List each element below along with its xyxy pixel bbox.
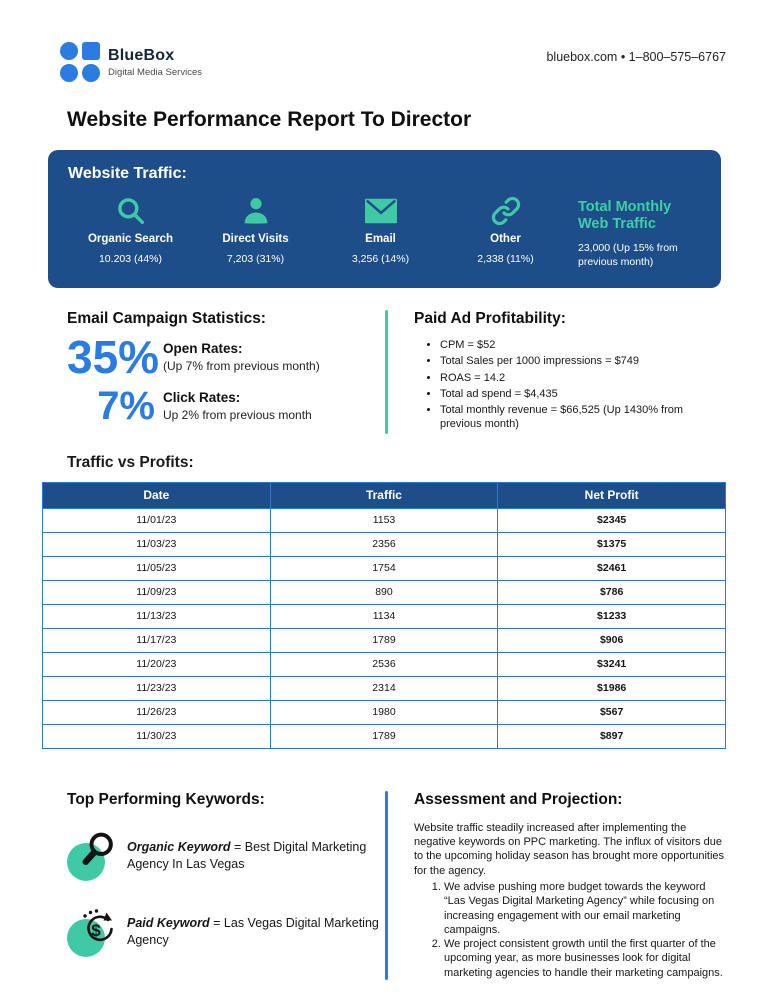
logo-square-icon xyxy=(82,42,100,60)
cell-net-profit: $2461 xyxy=(498,556,726,580)
email-campaign-stats xyxy=(67,310,385,434)
traffic-table-heading: Traffic vs Profits: xyxy=(67,453,194,471)
open-rate-note: (Up 7% from previous month) xyxy=(163,359,320,373)
website-traffic-heading: Website Traffic: xyxy=(68,165,187,182)
channel-value: 7,203 (31%) xyxy=(226,253,285,265)
brand-text xyxy=(108,47,202,78)
paid-ad-bullet: • Total ad spend = $4,435 xyxy=(440,387,726,401)
total-monthly-traffic xyxy=(578,193,701,270)
bluebox-logo-icon xyxy=(60,42,100,82)
paid-ad-bullet: • Total Sales per 1000 impressions = $749 xyxy=(440,354,726,368)
cell-traffic: 2536 xyxy=(270,652,498,676)
cell-date: 11/13/23 xyxy=(43,604,271,628)
cell-date: 11/09/23 xyxy=(43,580,271,604)
organic-keyword-icon xyxy=(67,831,117,881)
cell-traffic: 1134 xyxy=(270,604,498,628)
paid-ad-bullet: • ROAS = 14.2 xyxy=(440,371,726,385)
cell-net-profit: $567 xyxy=(498,700,726,724)
person-icon xyxy=(193,193,318,229)
cell-traffic: 1789 xyxy=(270,724,498,748)
channel-email xyxy=(318,193,443,270)
open-rate-metric xyxy=(67,331,385,383)
click-rate-note: Up 2% from previous month xyxy=(163,408,312,422)
top-performing-keywords xyxy=(67,791,385,980)
svg-text:$: $ xyxy=(91,920,101,940)
stats-section xyxy=(67,310,726,434)
keyword-term: Organic Keyword xyxy=(127,839,231,854)
keyword-term: Paid Keyword xyxy=(127,915,210,930)
cell-traffic: 890 xyxy=(270,580,498,604)
cell-traffic: 2356 xyxy=(270,532,498,556)
table-row xyxy=(43,628,726,652)
cell-net-profit: $1233 xyxy=(498,604,726,628)
channel-label: Other xyxy=(490,233,521,245)
channel-other xyxy=(443,193,568,270)
contact-info: bluebox.com • 1–800–575–6767 xyxy=(546,50,726,64)
channel-value: 2,338 (11%) xyxy=(477,253,534,265)
cell-traffic: 1754 xyxy=(270,556,498,580)
paid-keyword-item xyxy=(67,907,385,957)
cell-net-profit: $3241 xyxy=(498,652,726,676)
cell-net-profit: $1986 xyxy=(498,676,726,700)
click-rate-metric xyxy=(67,386,385,426)
table-row xyxy=(43,580,726,604)
assessment-point: 2. We project consistent growth until the first quarter of the upcoming year, as more businesses look for digital marketing agencies to handle their marketing campaigns. xyxy=(444,937,726,980)
table-row xyxy=(43,604,726,628)
assessment-intro: Website traffic steadily increased after implementing the negative keywords on PPC marketing. The influx of visitors due to the upcoming holiday season has brought more opportunities for the agency. xyxy=(414,821,725,877)
envelope-icon xyxy=(318,193,443,229)
cell-net-profit: $2345 xyxy=(498,508,726,532)
keyword-definition: = Las Vegas Digital Marketing Agency xyxy=(127,915,379,948)
brand-tagline: Digital Media Services xyxy=(108,66,202,78)
channel-label: Direct Visits xyxy=(222,233,289,245)
cell-date: 11/23/23 xyxy=(43,676,271,700)
bottom-section xyxy=(67,791,726,980)
open-rate-value: 35% xyxy=(67,331,160,383)
channel-label: Organic Search xyxy=(87,233,173,245)
paid-ad-bullet: • Total monthly revenue = $66,525 (Up 1430% from previous month) xyxy=(440,403,726,432)
search-icon xyxy=(68,193,193,229)
cell-net-profit: $906 xyxy=(498,628,726,652)
traffic-profits-table xyxy=(42,482,726,749)
channel-direct-visits xyxy=(193,193,318,270)
assessment-point: 1. We advise pushing more budget towards the keyword “Las Vegas Digital Marketing Agency” while focusing on increasing engagement with our email marketing campaigns. xyxy=(444,880,726,937)
cell-date: 11/05/23 xyxy=(43,556,271,580)
table-row xyxy=(43,556,726,580)
cell-net-profit: $1375 xyxy=(498,532,726,556)
channel-label: Email xyxy=(365,233,396,245)
paid-keyword-icon xyxy=(67,907,117,957)
logo-dot-icon xyxy=(82,64,100,82)
logo-dot-icon xyxy=(60,42,78,60)
total-traffic-value: 23,000 (Up 15% from previous month) xyxy=(578,242,678,268)
assessment-heading: Assessment and Projection: xyxy=(414,790,623,808)
page-header xyxy=(0,0,768,82)
channel-organic-search xyxy=(68,193,193,270)
traffic-channels xyxy=(68,193,701,270)
cell-date: 11/01/23 xyxy=(43,508,271,532)
keywords-heading: Top Performing Keywords: xyxy=(67,790,265,808)
cell-traffic: 1153 xyxy=(270,508,498,532)
cell-date: 11/20/23 xyxy=(43,652,271,676)
brand-name: BlueBox xyxy=(108,46,175,64)
cell-net-profit: $786 xyxy=(498,580,726,604)
click-rate-value: 7% xyxy=(97,384,155,428)
table-row xyxy=(43,676,726,700)
col-header-traffic: Traffic xyxy=(270,482,498,508)
logo-dot-icon xyxy=(60,64,78,82)
keyword-definition: = Best Digital Marketing Agency In Las Vegas xyxy=(127,839,367,872)
click-rate-label: Click Rates: xyxy=(163,390,241,405)
cell-date: 11/03/23 xyxy=(43,532,271,556)
website-traffic-panel xyxy=(48,150,721,288)
table-row xyxy=(43,724,726,748)
col-header-date: Date xyxy=(43,482,271,508)
brand xyxy=(60,42,202,82)
cell-net-profit: $897 xyxy=(498,724,726,748)
channel-value: 3,256 (14%) xyxy=(351,253,410,265)
cell-traffic: 1980 xyxy=(270,700,498,724)
table-header-row xyxy=(43,482,726,508)
cell-date: 11/30/23 xyxy=(43,724,271,748)
table-row xyxy=(43,700,726,724)
paid-ad-bullet-list xyxy=(440,338,726,432)
table-row xyxy=(43,532,726,556)
paid-ad-heading: Paid Ad Profitability: xyxy=(414,310,566,327)
assessment-projection xyxy=(388,791,726,980)
email-stats-heading: Email Campaign Statistics: xyxy=(67,310,266,327)
table-row xyxy=(43,652,726,676)
cell-date: 11/26/23 xyxy=(43,700,271,724)
channel-value: 10.203 (44%) xyxy=(98,253,163,265)
cell-traffic: 2314 xyxy=(270,676,498,700)
organic-keyword-item xyxy=(67,831,385,881)
open-rate-label: Open Rates: xyxy=(163,341,243,356)
cell-traffic: 1789 xyxy=(270,628,498,652)
paid-ad-profitability xyxy=(388,310,726,434)
paid-ad-bullet: • CPM = $52 xyxy=(440,338,726,352)
link-icon xyxy=(443,193,568,229)
assessment-points xyxy=(444,880,726,980)
page-title: Website Performance Report To Director xyxy=(67,108,472,131)
total-traffic-label: Total Monthly Web Traffic xyxy=(578,199,672,232)
table-row xyxy=(43,508,726,532)
cell-date: 11/17/23 xyxy=(43,628,271,652)
col-header-net-profit: Net Profit xyxy=(498,482,726,508)
